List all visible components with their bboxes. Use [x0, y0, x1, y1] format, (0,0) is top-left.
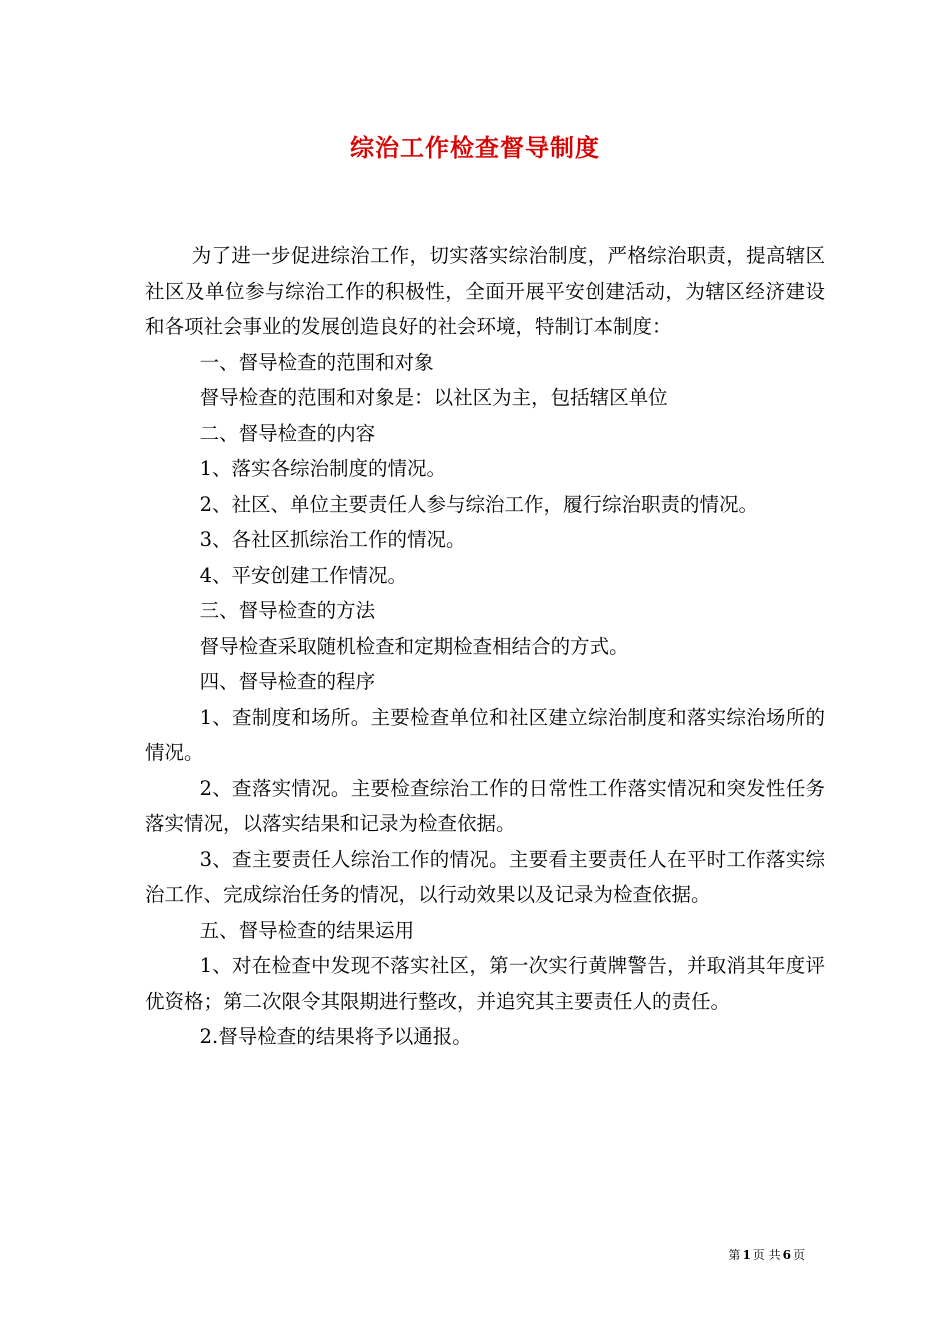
total-page-count: 6 [782, 1248, 791, 1262]
document-body [145, 238, 825, 1055]
page-number-footer [728, 1247, 805, 1263]
section-heading: 五、督导检查的结果运用 [199, 918, 415, 942]
paragraph: 督导检查的范围和对象是：以社区为主，包括辖区单位 [199, 386, 668, 409]
section-heading: 四、督导检查的程序 [199, 670, 376, 693]
list-item: 1、落实各综治制度的情况。 [199, 457, 447, 480]
list-item: 1、对在检查中发现不落实社区，第一次实行黄牌警告，并取消其年度评优资格；第二次限令其限期进行整改，并追究其主要责任人的责任。 [145, 954, 825, 1013]
paragraph: 督导检查采取随机检查和定期检查相结合的方式。 [199, 634, 629, 658]
footer-prefix: 第 [728, 1248, 741, 1262]
section-heading: 三、督导检查的方法 [199, 599, 376, 622]
section-heading: 二、督导检查的内容 [199, 421, 376, 445]
list-item: 2、查落实情况。主要检查综治工作的日常性工作落实情况和突发性任务落实情况，以落实结果和记录为检查依据。 [145, 776, 825, 835]
current-page-number: 1 [742, 1248, 751, 1262]
list-item: 3、查主要责任人综治工作的情况。主要看主要责任人在平时工作落实综治工作、完成综治任务的情况，以行动效果以及记录为检查依据。 [145, 847, 825, 906]
list-item: 2、社区、单位主要责任人参与综治工作，履行综治职责的情况。 [199, 492, 759, 516]
list-item: 3、各社区抓综治工作的情况。 [199, 528, 466, 551]
intro-paragraph: 为了进一步促进综治工作，切实落实综治制度，严格综治职责，提高辖区社区及单位参与综治工作的积极性，全面开展平安创建活动，为辖区经济建设和各项社会事业的发展创造良好的社会环境，特制订本制度： [145, 244, 825, 338]
footer-middle: 页 共 [752, 1248, 781, 1262]
list-item: 2.督导检查的结果将予以通报。 [199, 1025, 472, 1048]
section-heading: 一、督导检查的范围和对象 [199, 350, 434, 374]
list-item: 1、查制度和场所。主要检查单位和社区建立综治制度和落实综治场所的情况。 [145, 705, 825, 764]
document-title: 综治工作检查督导制度 [350, 133, 600, 162]
footer-suffix: 页 [792, 1248, 805, 1262]
list-item: 4、平安创建工作情况。 [199, 563, 408, 587]
